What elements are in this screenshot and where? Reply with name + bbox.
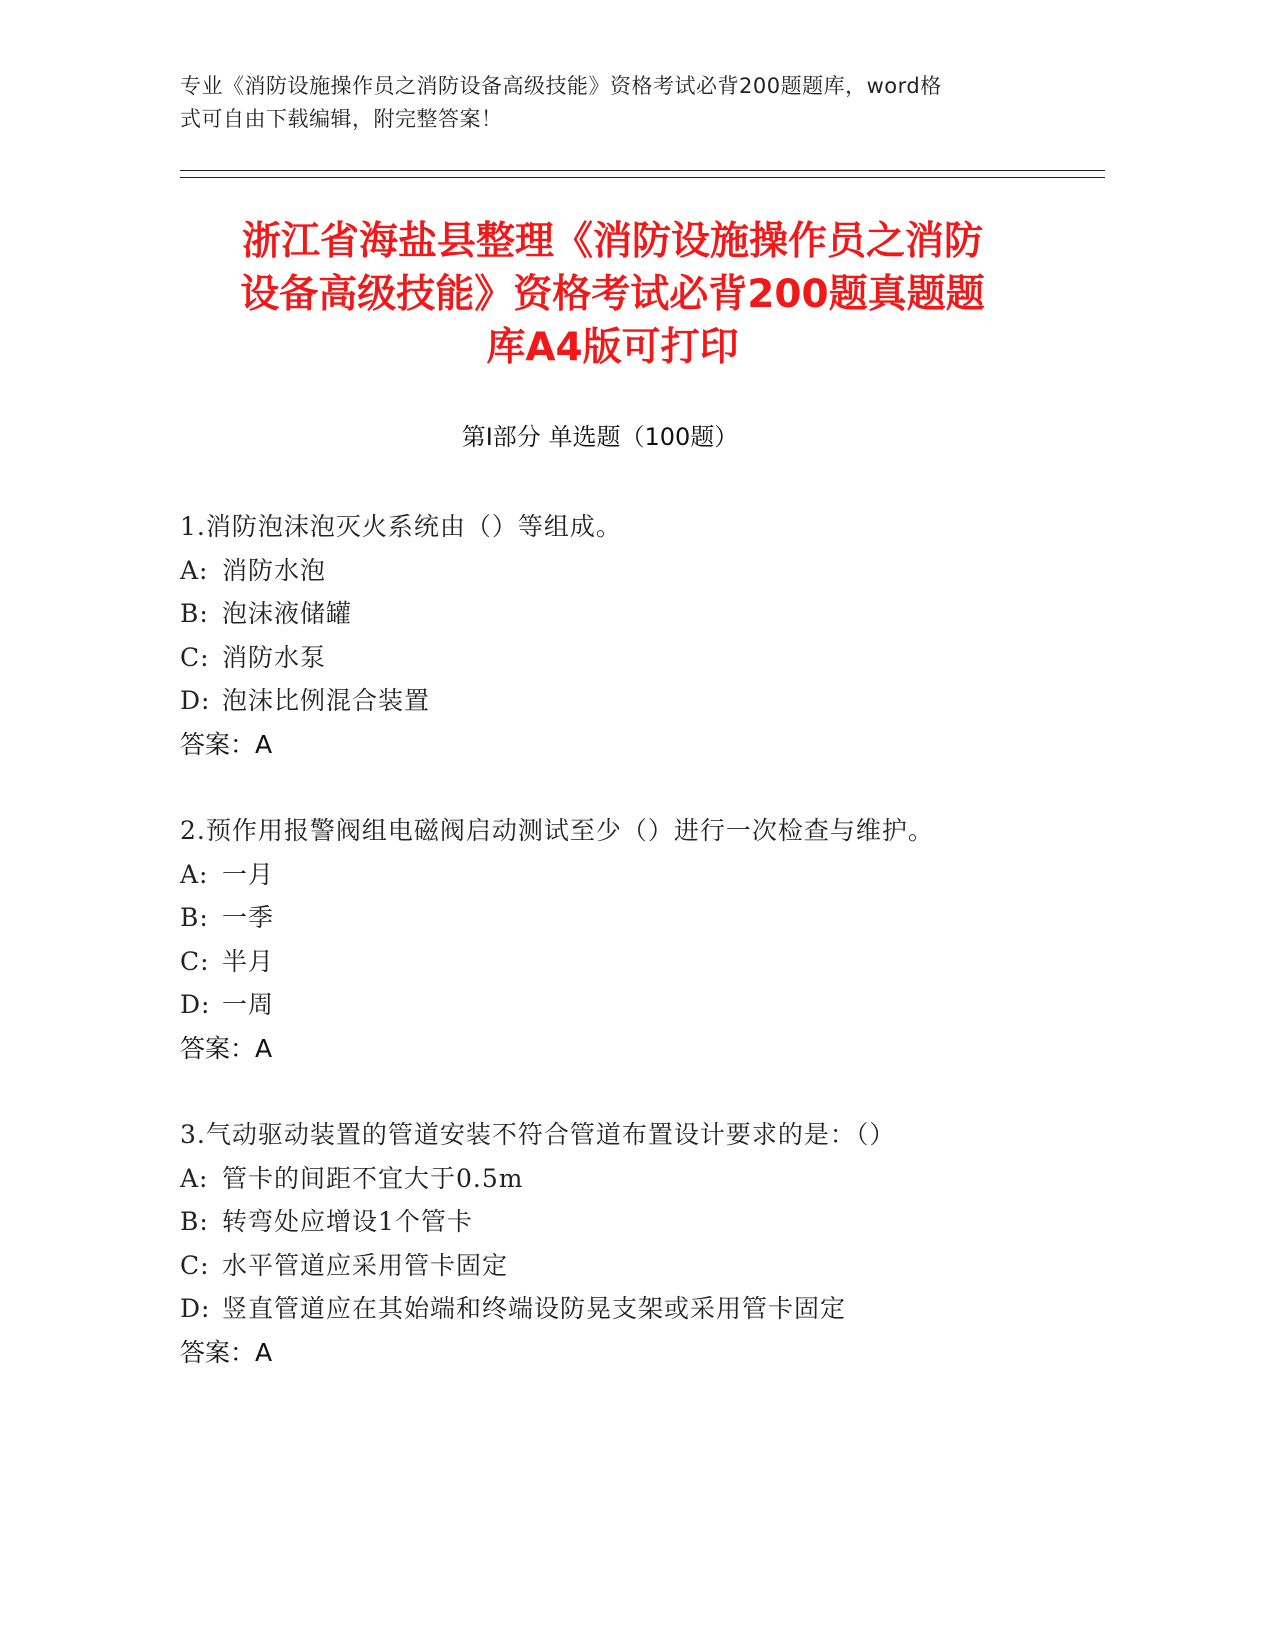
option-text: 半月 (222, 946, 275, 976)
option-letter: B: (180, 1207, 209, 1236)
option-text: 一月 (222, 859, 275, 889)
option-text: 竖直管道应在其始端和终端设防晃支架或采用管卡固定 (222, 1294, 847, 1323)
option-c (180, 940, 1140, 984)
option-letter: D: (180, 1294, 211, 1323)
option-letter: C: (180, 946, 210, 976)
answer-line: 答案：A (180, 1033, 273, 1063)
option-letter: B: (180, 903, 209, 932)
answer-line: 答案：A (180, 1337, 273, 1367)
option-text: 水平管道应采用管卡固定 (222, 1250, 509, 1280)
header-divider-thin (180, 177, 1105, 178)
option-text: 管卡的间距不宜大于0.5m (222, 1163, 524, 1193)
title-line-2: 设备高级技能》资格考试必背200题真题题 (240, 272, 985, 317)
option-letter: C: (180, 1250, 210, 1280)
question-1 (180, 505, 1140, 766)
option-letter: A: (180, 1163, 209, 1193)
option-d (180, 983, 1140, 1027)
option-letter: D: (180, 686, 211, 715)
option-letter: A: (180, 555, 209, 585)
option-c (180, 1244, 1140, 1288)
option-c (180, 636, 1140, 680)
title-line-3: 库A4版可打印 (486, 325, 739, 370)
option-text: 一周 (222, 990, 275, 1019)
option-letter: C: (180, 642, 210, 672)
option-letter: A: (180, 859, 209, 889)
header-note-line-2: 式可自由下载编辑，附完整答案！ (180, 107, 503, 131)
question-stem: 1.消防泡沫泡灭火系统由（）等组成。 (180, 512, 622, 541)
option-text: 消防水泡 (222, 555, 327, 585)
answer-line: 答案：A (180, 729, 273, 759)
option-a (180, 853, 1140, 897)
question-3 (180, 1113, 1140, 1374)
option-letter: B: (180, 599, 209, 628)
option-text: 泡沫比例混合装置 (222, 686, 431, 715)
section-heading: 第Ⅰ部分 单选题（100题） (461, 423, 739, 451)
question-stem: 2.预作用报警阀组电磁阀启动测试至少（）进行一次检查与维护。 (180, 816, 934, 845)
question-2 (180, 809, 1140, 1070)
option-d (180, 1287, 1140, 1331)
option-text: 一季 (222, 903, 275, 932)
document-title (150, 215, 1075, 374)
question-stem: 3.气动驱动装置的管道安装不符合管道布置设计要求的是：（） (180, 1120, 896, 1149)
option-b (180, 896, 1140, 940)
option-text: 泡沫液储罐 (222, 599, 353, 628)
option-text: 转弯处应增设1个管卡 (222, 1207, 473, 1236)
option-letter: D: (180, 990, 211, 1019)
option-d (180, 679, 1140, 723)
question-list (180, 505, 1140, 1417)
title-line-1: 浙江省海盐县整理《消防设施操作员之消防 (241, 219, 983, 264)
option-text: 消防水泵 (222, 642, 327, 672)
header-note-line-1: 专业《消防设施操作员之消防设备高级技能》资格考试必背200题题库，word格 (180, 74, 942, 98)
header-note (180, 70, 1040, 136)
option-b (180, 1200, 1140, 1244)
option-a (180, 1157, 1140, 1201)
option-b (180, 592, 1140, 636)
header-divider-thick (180, 170, 1105, 171)
option-a (180, 549, 1140, 593)
